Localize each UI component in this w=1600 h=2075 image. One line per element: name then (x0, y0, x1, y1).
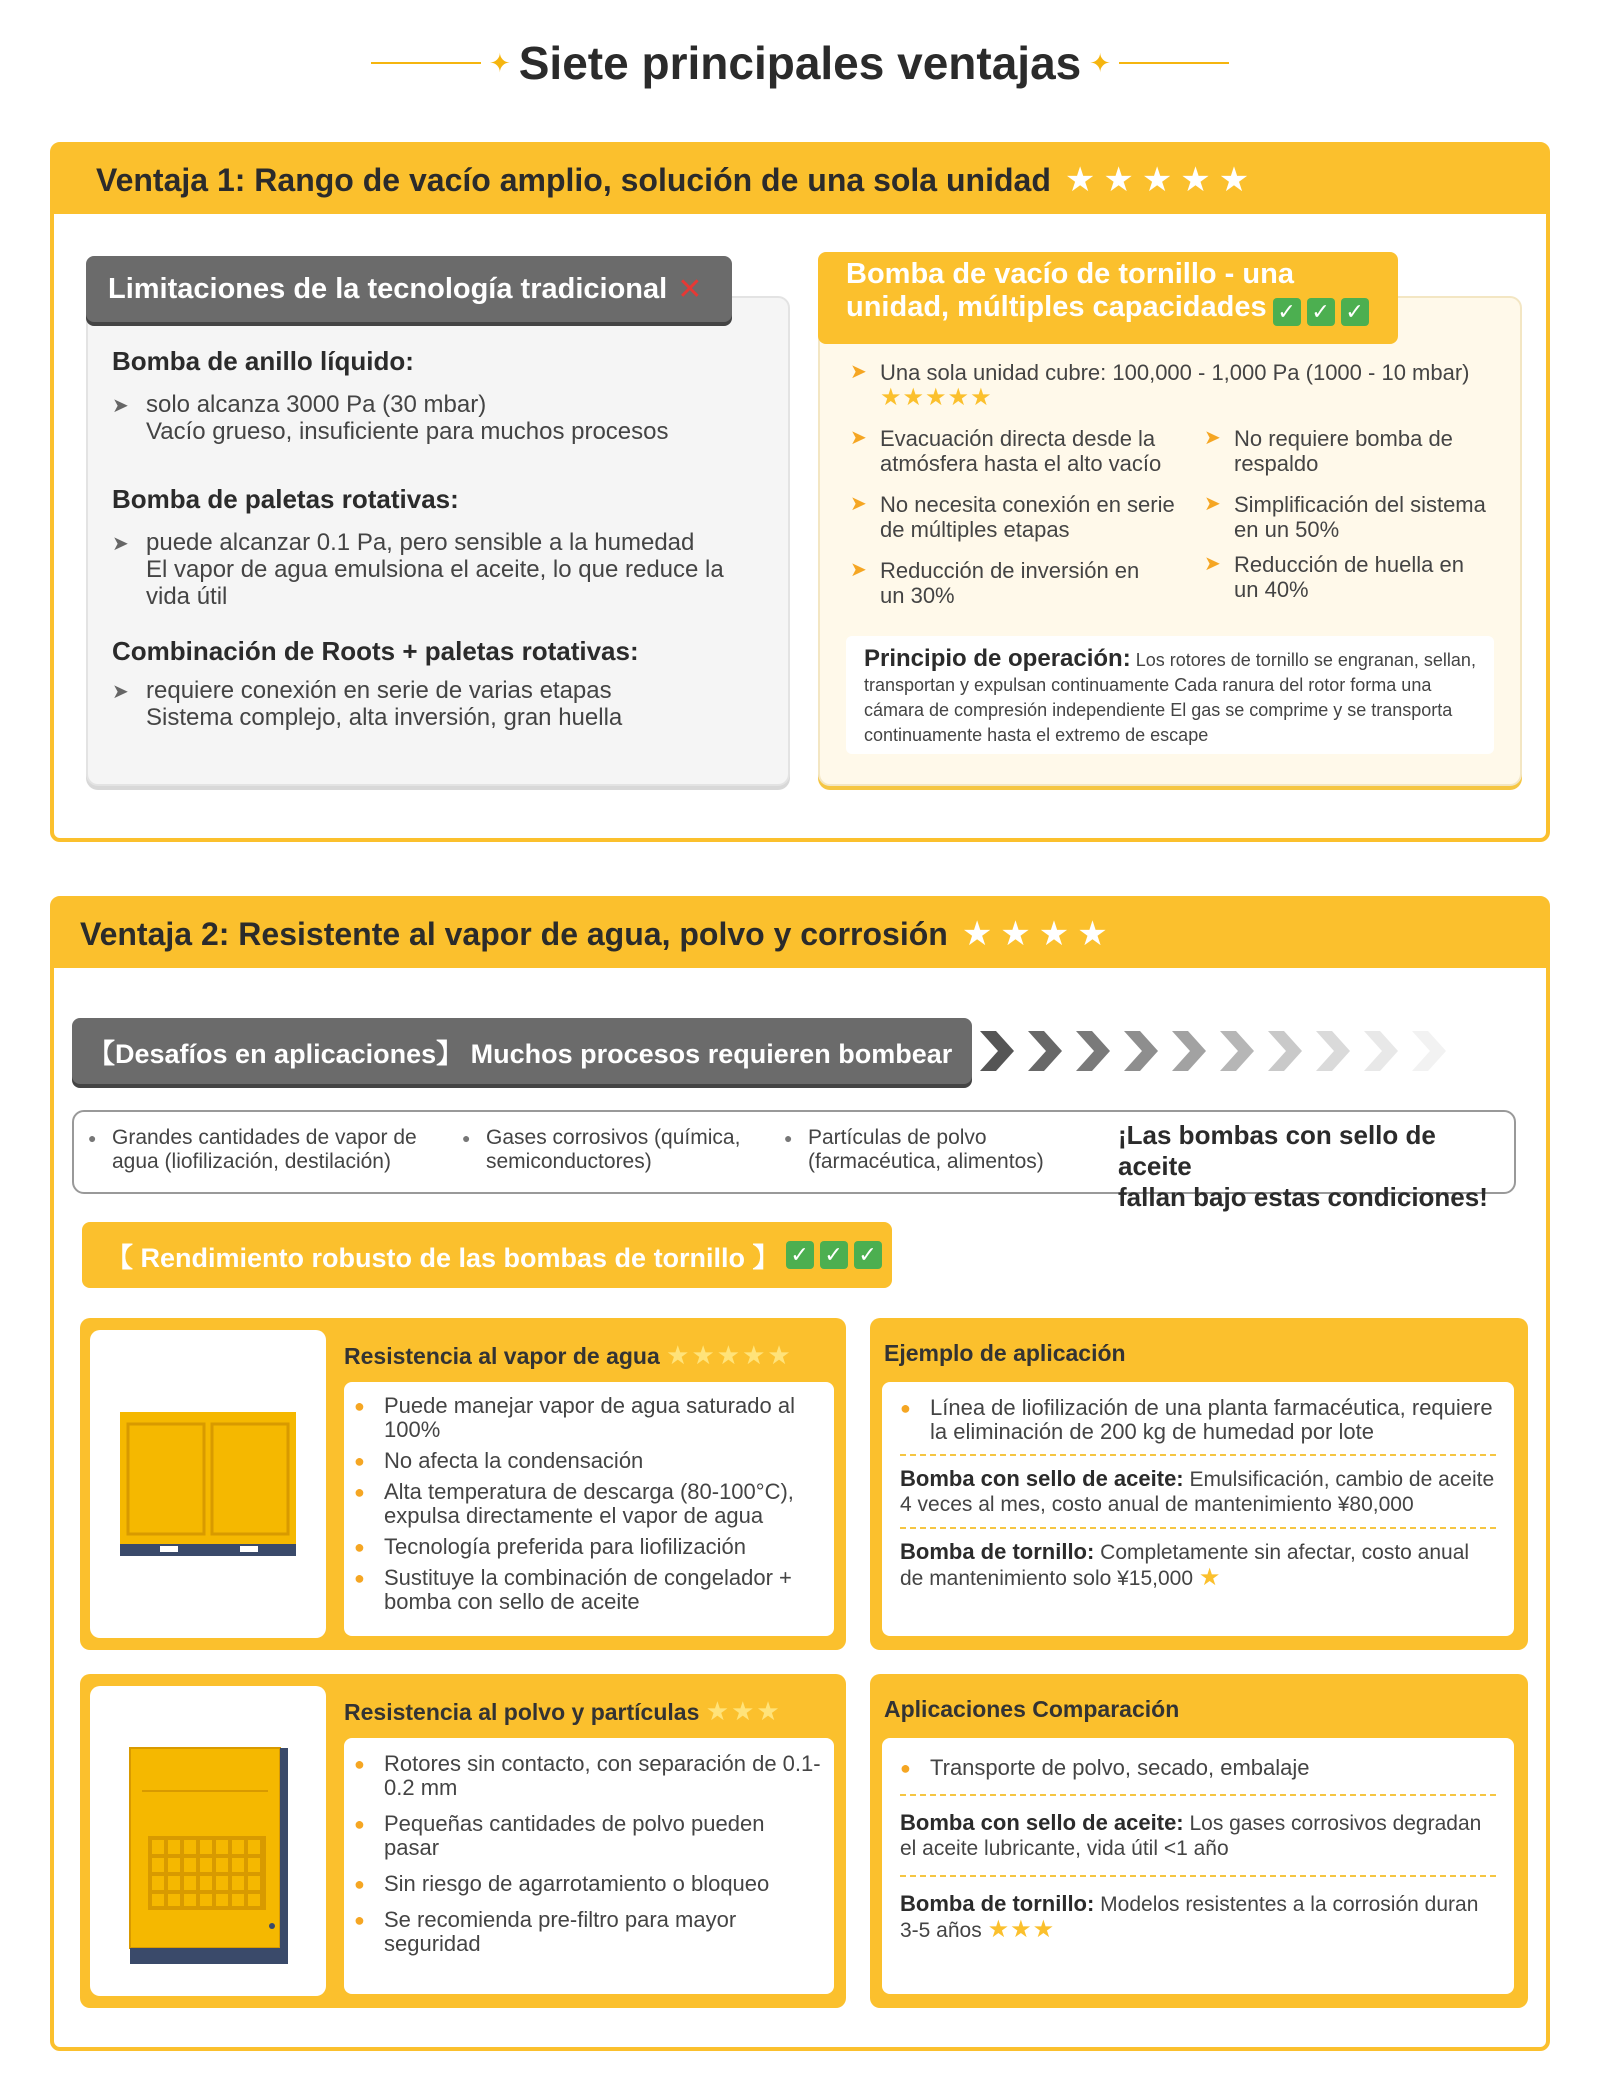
bullet-icon: ● (354, 1451, 365, 1471)
divider (900, 1875, 1496, 1877)
card-title: Resistencia al polvo y partículas (344, 1699, 700, 1725)
bullet-icon: ● (354, 1814, 365, 1834)
divider (900, 1454, 1496, 1456)
comparison-row (900, 1810, 1496, 1861)
list-item-text: Sustituye la combinación de congelador + bomba con sello de aceite (384, 1565, 792, 1614)
card-heading: Aplicaciones Comparación (884, 1696, 1180, 1722)
comparison-text: Emulsificación, cambio de aceite 4 veces al mes, costo anual de mantenimiento ¥80,000 (900, 1468, 1495, 1516)
rating-stars-icon: ★★★★★ (1064, 161, 1258, 199)
title-line-right (1119, 62, 1229, 64)
rating-stars-icon: ★★★ (705, 1696, 782, 1726)
water-vapor-list (344, 1382, 834, 1636)
chevron-right-icon (1268, 1031, 1302, 1071)
screw-tab-line (846, 291, 1398, 326)
chevron-arrows (980, 1018, 1460, 1084)
comparison-text: Modelos resistentes a la corrosión duran 3-5 años (900, 1893, 1479, 1942)
chevron-right-icon (1220, 1031, 1254, 1071)
challenge-list-box (72, 1110, 1516, 1212)
rating-stars-icon: ★★★★★ (880, 384, 993, 411)
advantage-item (1204, 552, 1494, 602)
chevron-right-icon (1076, 1031, 1110, 1071)
pump-image (90, 1330, 326, 1638)
list-item-text: Sin riesgo de agarrotamiento o bloqueo (384, 1871, 770, 1896)
advantage-1-section (50, 142, 1550, 842)
warning-line: ¡Las bombas con sello de aceite (1118, 1120, 1436, 1181)
principle-heading: Principio de operación: (864, 645, 1131, 672)
robust-label: 【 Rendimiento robusto de las bombas de tornillo 】 (106, 1242, 780, 1273)
comparison-label: Bomba con sello de aceite: (900, 1810, 1184, 1835)
advantage-item (850, 558, 1150, 608)
limitation-heading: Bomba de paletas rotativas: (112, 484, 459, 514)
limitation-line: requiere conexión en serie de varias etapas (146, 677, 612, 704)
traditional-tab (86, 256, 732, 322)
limitation-line: Sistema complejo, alta inversión, gran huella (146, 704, 623, 731)
chevron-right-icon (980, 1031, 1014, 1071)
section-title: Ventaja 2: Resistente al vapor de agua, polvo y corrosión (80, 915, 948, 952)
bullet-icon: ● (354, 1537, 365, 1557)
challenge-item (462, 1126, 782, 1174)
arrow-icon: ➤ (112, 681, 129, 703)
comparison-label: Bomba de tornillo: (900, 1539, 1095, 1564)
limitation-block (112, 636, 752, 731)
limitation-item (112, 391, 752, 445)
operation-principle (846, 636, 1494, 754)
bullet-icon: ● (784, 1130, 793, 1146)
comparison-text: Completamente sin afectar, costo anual de mantenimiento solo ¥15,000 (900, 1541, 1470, 1590)
advantage-text: No necesita conexión en serie de múltiples etapas (880, 492, 1175, 542)
advantage-item (1204, 492, 1514, 542)
comparison-label: Bomba con sello de aceite: (900, 1466, 1184, 1491)
example-content (882, 1382, 1514, 1636)
list-item-text: Se recomienda pre-filtro para mayor seguridad (384, 1907, 737, 1956)
advantage-text: Reducción de inversión en un 30% (880, 558, 1140, 608)
advantage-text: Una sola unidad cubre: 100,000 - 1,000 Pa (1000 - 10 mbar) (880, 360, 1470, 385)
check-icon: ✓ (854, 1241, 882, 1269)
chevron-right-icon (1172, 1031, 1206, 1071)
arrow-icon: ➤ (1204, 553, 1221, 575)
check-icon: ✓ (786, 1241, 814, 1269)
list-item (354, 1566, 824, 1614)
pump-image (90, 1686, 326, 1996)
check-icon: ✓ (820, 1241, 848, 1269)
star-icon: ★ (1198, 1564, 1222, 1591)
divider (900, 1527, 1496, 1529)
sparkle-icon: ✦ (1089, 47, 1112, 78)
section-title: Ventaja 1: Rango de vacío amplio, solución de una sola unidad (96, 161, 1051, 198)
cross-icon: ✕ (677, 272, 703, 306)
list-item (354, 1908, 824, 1956)
bullet-icon: ● (900, 1758, 911, 1778)
divider (900, 1794, 1496, 1796)
list-item-text: Rotores sin contacto, con separación de 0.1-0.2 mm (384, 1751, 821, 1800)
screw-tab-label: unidad, múltiples capacidades (846, 291, 1267, 323)
list-item (354, 1480, 824, 1528)
bullet-icon: ● (354, 1396, 365, 1416)
challenge-item (88, 1126, 458, 1174)
chevron-right-icon (1364, 1031, 1398, 1071)
section-header (54, 146, 1546, 214)
advantage-2-section (50, 896, 1550, 2051)
screw-pump-icon (90, 1686, 326, 1996)
warning-line: fallan bajo estas condiciones! (1118, 1182, 1488, 1212)
bullet-icon: ● (354, 1754, 365, 1774)
advantage-text: No requiere bomba de respaldo (1234, 426, 1453, 476)
chevron-right-icon (1412, 1031, 1446, 1071)
principle-text: Los rotores de tornillo se engranan, sellan, transportan y expulsan continuamente Cada ranura del rotor forma una cámara de compresión independiente El gas se comprime y se transporta continuamente hasta el extremo de escape (864, 650, 1476, 745)
chevron-right-icon (1316, 1031, 1350, 1071)
list-item-text: Alta temperatura de descarga (80-100°C), expulsa directamente el vapor de agua (384, 1479, 794, 1528)
bullet-icon: ● (354, 1874, 365, 1894)
card-heading: Ejemplo de aplicación (884, 1340, 1126, 1366)
challenge-text: Partículas de polvo (farmacéutica, alimentos) (808, 1126, 1044, 1173)
comparison-text: Los gases corrosivos degradan el aceite lubricante, vida útil <1 año (900, 1812, 1482, 1860)
application-comparison-card (870, 1674, 1528, 2008)
challenge-bar: 【Desafíos en aplicaciones】 Muchos procesos requieren bombear (72, 1018, 972, 1084)
page-title: Siete principales ventajas (518, 37, 1082, 89)
application-example-card (870, 1318, 1528, 1650)
screw-tab-line: Bomba de vacío de tornillo - una (846, 258, 1294, 290)
rating-stars-icon: ★★★ (987, 1916, 1056, 1943)
dust-list (344, 1738, 834, 1994)
list-item (354, 1752, 824, 1800)
arrow-icon: ➤ (112, 533, 129, 555)
dust-resistance-card (80, 1674, 846, 2008)
advantage-item (1204, 426, 1514, 476)
comparison-row (900, 1891, 1496, 1943)
arrow-icon: ➤ (1204, 493, 1221, 515)
bullet-icon: ● (88, 1130, 97, 1146)
screw-pump-icon (90, 1330, 326, 1638)
bullet-icon: ● (900, 1398, 911, 1418)
arrow-icon: ➤ (1204, 427, 1221, 449)
card-title: Resistencia al vapor de agua (344, 1343, 660, 1369)
list-item (354, 1394, 824, 1442)
arrow-icon: ➤ (850, 361, 867, 383)
screw-pump-tab (818, 252, 1398, 344)
list-item (354, 1872, 824, 1896)
limitation-block (112, 346, 752, 445)
advantage-text: Evacuación directa desde la atmósfera hasta el alto vacío (880, 426, 1162, 476)
water-vapor-card (80, 1318, 846, 1650)
list-item (900, 1756, 1496, 1780)
section-header (54, 900, 1546, 968)
arrow-icon: ➤ (850, 493, 867, 515)
limitation-item (112, 677, 752, 731)
list-item (900, 1396, 1496, 1444)
challenge-text: Grandes cantidades de vapor de agua (liofilización, destilación) (112, 1126, 417, 1173)
limitation-heading: Combinación de Roots + paletas rotativas: (112, 636, 639, 666)
limitation-line: Vacío grueso, insuficiente para muchos procesos (146, 418, 669, 445)
list-item-text: Línea de liofilización de una planta farmacéutica, requiere la eliminación de 200 kg de humedad por lote (930, 1395, 1493, 1444)
chevron-right-icon (1124, 1031, 1158, 1071)
chevron-right-icon (1028, 1031, 1062, 1071)
bullet-icon: ● (354, 1910, 365, 1930)
advantage-item (850, 360, 1510, 410)
bullet-icon: ● (354, 1568, 365, 1588)
limitation-line: El vapor de agua emulsiona el aceite, lo que reduce la vida útil (146, 556, 724, 610)
page-header (0, 28, 1600, 98)
robust-performance-tab (82, 1222, 892, 1288)
card-heading (344, 1340, 793, 1371)
rating-stars-icon: ★★★★ (961, 915, 1116, 953)
advantage-item (850, 426, 1190, 476)
card-heading (344, 1696, 782, 1727)
rating-stars-icon: ★★★★★ (666, 1340, 793, 1370)
limitation-item (112, 529, 732, 610)
list-item-text: Puede manejar vapor de agua saturado al 100% (384, 1393, 795, 1442)
list-item-text: No afecta la condensación (384, 1448, 644, 1473)
limitation-block (112, 484, 732, 610)
check-icon: ✓ (1273, 298, 1301, 326)
challenge-text: Gases corrosivos (química, semiconductores) (486, 1126, 741, 1173)
title-line-left (371, 62, 481, 64)
list-item (354, 1449, 824, 1473)
list-item-text: Transporte de polvo, secado, embalaje (930, 1755, 1310, 1780)
arrow-icon: ➤ (850, 427, 867, 449)
list-item (354, 1535, 824, 1559)
arrow-icon: ➤ (850, 559, 867, 581)
check-icon: ✓ (1307, 298, 1335, 326)
comparison-content (882, 1738, 1514, 1994)
arrow-icon: ➤ (112, 395, 129, 417)
challenge-item (784, 1126, 1104, 1174)
advantage-item (850, 492, 1190, 542)
comparison-label: Bomba de tornillo: (900, 1891, 1095, 1916)
list-item-text: Tecnología preferida para liofilización (384, 1534, 746, 1559)
limitation-line: puede alcanzar 0.1 Pa, pero sensible a la humedad (146, 529, 695, 556)
list-item-text: Pequeñas cantidades de polvo pueden pasar (384, 1811, 765, 1860)
bullet-icon: ● (354, 1482, 365, 1502)
comparison-row (900, 1466, 1496, 1517)
advantage-text: Simplificación del sistema en un 50% (1234, 492, 1486, 542)
comparison-row (900, 1539, 1496, 1591)
bullet-icon: ● (462, 1130, 471, 1146)
check-icon: ✓ (1341, 298, 1369, 326)
list-item (354, 1812, 824, 1860)
advantage-text: Reducción de huella en un 40% (1234, 552, 1464, 602)
traditional-tab-label: Limitaciones de la tecnología tradicional (108, 272, 668, 305)
sparkle-icon: ✦ (488, 47, 511, 78)
limitation-line: solo alcanza 3000 Pa (30 mbar) (146, 391, 487, 418)
limitation-heading: Bomba de anillo líquido: (112, 346, 414, 376)
warning-text (1118, 1120, 1514, 1213)
